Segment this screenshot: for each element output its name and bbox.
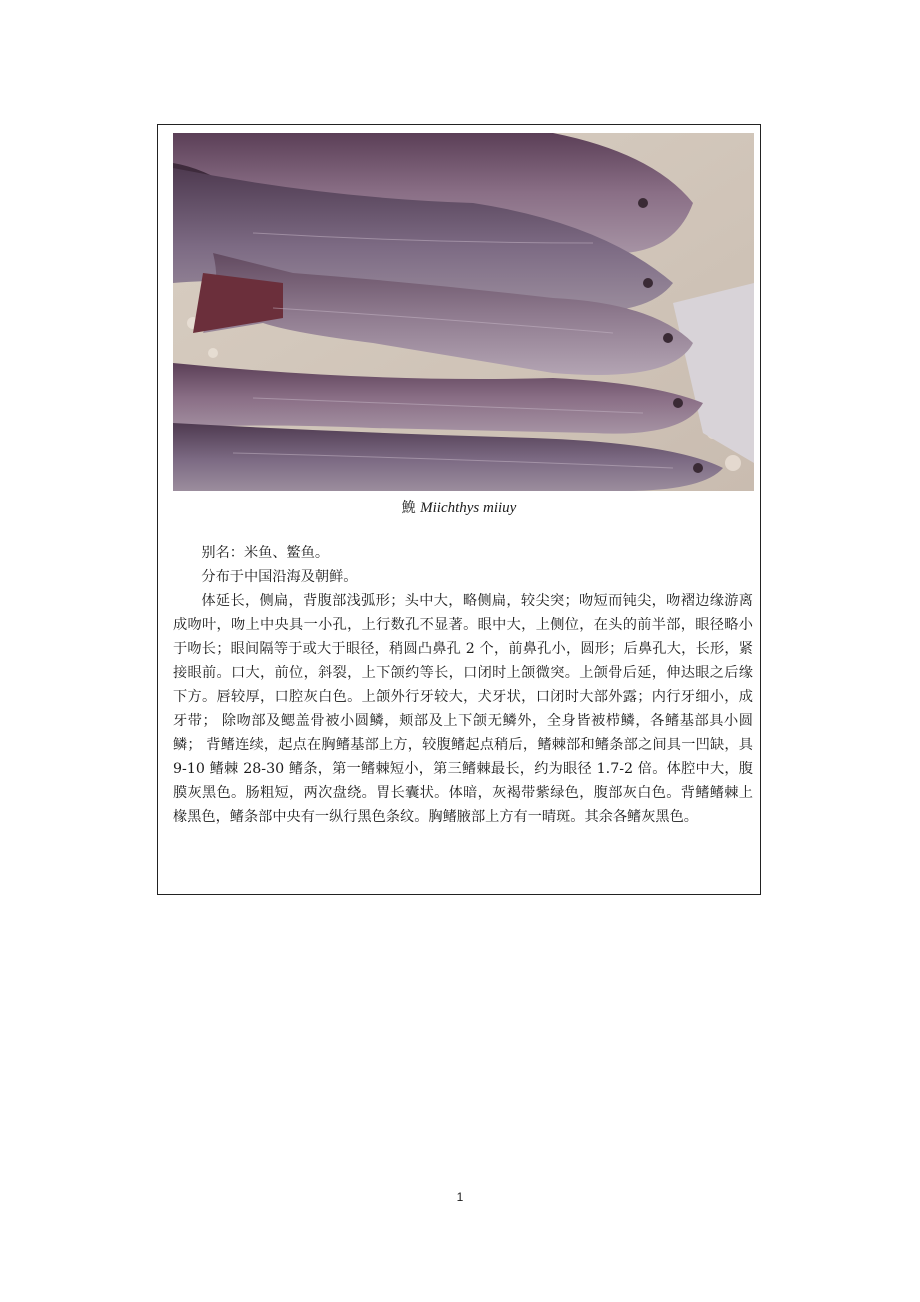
fish-photo [173, 133, 754, 491]
content-frame [157, 124, 761, 895]
caption-latin-name: Miichthys miiuy [420, 500, 517, 516]
distribution-paragraph: 分布于中国沿海及朝鲜。 [201, 569, 358, 585]
caption-chinese-name: 鮸 [401, 500, 416, 516]
figure-caption [158, 497, 760, 517]
description-body [173, 541, 753, 829]
alias-paragraph: 别名：米鱼、鳘鱼。 [201, 545, 330, 561]
fish-illustration [173, 133, 754, 491]
morphology-paragraph: 体延长，侧扁，背腹部浅弧形；头中大，略侧扁，较尖突；吻短而钝尖，吻褶边缘游离成吻叶，吻上中央具一小孔，上行数孔不显著。眼中大，上侧位，在头的前半部，眼径略小于吻长；眼间隔等于或大于眼径，稍圆凸鼻孔 2 个，前鼻孔小，圆形；后鼻孔大，长形，紧接眼前。口大，前位，斜裂，上下颌约等长，口闭时上颌微突。上颌骨后延，伸达眼之后缘下方。唇较厚，口腔灰白色。上颌外行牙较大，犬牙状，口闭时大部外露；内行牙细小，成牙带； 除吻部及鳃盖骨被小圆鳞，颊部及上下颌无鳞外，全身皆被栉鳞，各鳍基部具小圆鳞； 背鳍连续，起点在胸鳍基部上方，较腹鳍起点稍后，鳍棘部和鳍条部之间具一凹缺，具 9-10 鳍棘 28-30 鳍条，第一鳍棘短小，第三鳍棘最长，约为眼径 1.7-2 倍。体腔中大，腹膜灰黑色。肠粗短，两次盘绕。胃长囊状。体暗，灰褐带紫绿色，腹部灰白色。背鳍鳍棘上椽黑色，鳍条部中央有一纵行黑色条纹。胸鳍腋部上方有一晴斑。其余各鳍灰黑色。 [173, 593, 753, 825]
page-number: 1 [456, 1190, 464, 1204]
